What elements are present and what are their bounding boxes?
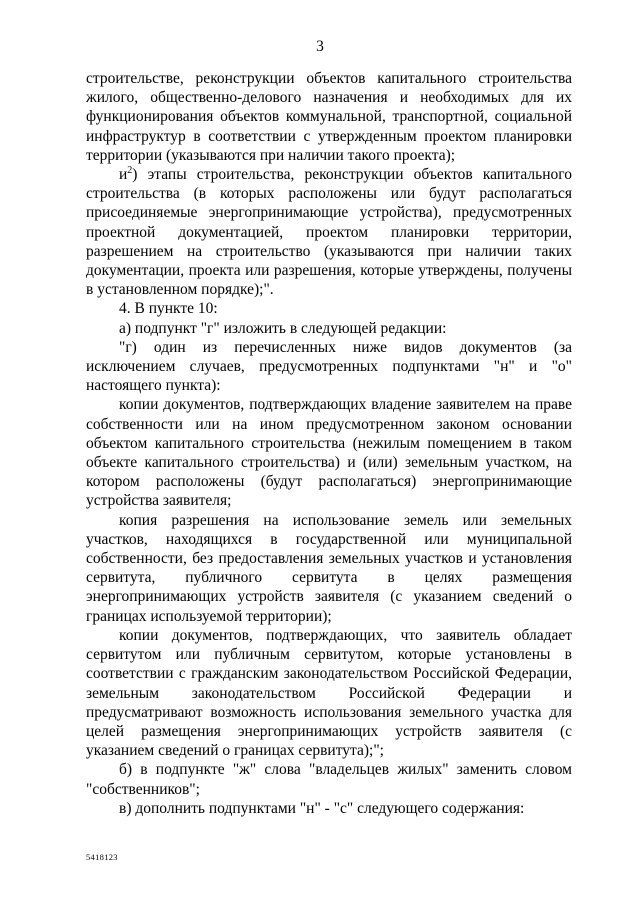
paragraph-1: строительстве, реконструкции объектов капитального строительства жилого, общественно-делового назначения и необходимых для их функционирования объектов коммунальной, транспортной, социальной инфраструктур в соответствии с утвержденным проектом планировки территории (указываются при наличии такого проекта);: [86, 70, 572, 164]
paragraph-5: "г) один из перечисленных ниже видов документов (за исключением случаев, предусмотренных подпунктами "н" и "о" настоящего пункта):: [86, 338, 572, 395]
document-code: 5418123: [86, 852, 118, 862]
page-number: 3: [316, 38, 324, 55]
paragraph-4: а) подпункт "г" изложить в следующей редакции:: [119, 319, 447, 337]
paragraph-3: 4. В пункте 10:: [119, 300, 218, 318]
paragraph-2-prefix: и: [119, 166, 128, 184]
paragraph-2: [86, 165, 572, 299]
paragraph-7: копия разрешения на использование земель или земельных участков, находящихся в государственной или муниципальной собственности, без предоставления земельных участков и установления сервитута, публичного сервитута в целях размещения энергопринимающих устройств заявителя (с указанием сведений о границах используемой территории);: [86, 511, 572, 625]
paragraph-10: в) дополнить подпунктами "н" - "с" следующего содержания:: [119, 799, 525, 817]
document-body: [86, 69, 572, 818]
paragraph-2-text: ) этапы строительства, реконструкции объектов капитального строительства (в которых расположены или будут располагаться присоединяемые энергопринимающие устройства), предусмотренных проектной документацией, проектом планировки территории, разрешением на строительство (указываются при наличии таких документации, проекта или разрешения, которые утверждены, получены в установленном порядке);".: [86, 166, 572, 299]
paragraph-6: копии документов, подтверждающих владение заявителем на праве собственности или на ином предусмотренном законом основании объектом капитального строительства (нежилым помещением в таком объекте капитального строительства) и (или) земельным участком, на котором расположены (будут располагаться) энергопринимающие устройства заявителя;: [86, 396, 572, 510]
paragraph-9: б) в подпункте "ж" слова "владельцев жилых" заменить словом "собственников";: [86, 761, 572, 798]
superscript-2: 2: [127, 164, 133, 176]
paragraph-8: копии документов, подтверждающих, что заявитель обладает сервитутом или публичным сервитутом, которые установлены в соответствии с гражданским законодательством Российской Федерации, земельным законодательством Российской Федерации и предусматривают возможность использования земельного участка для целей размещения энергопринимающих устройств заявителя (с указанием сведений о границах сервитута);";: [86, 626, 572, 760]
